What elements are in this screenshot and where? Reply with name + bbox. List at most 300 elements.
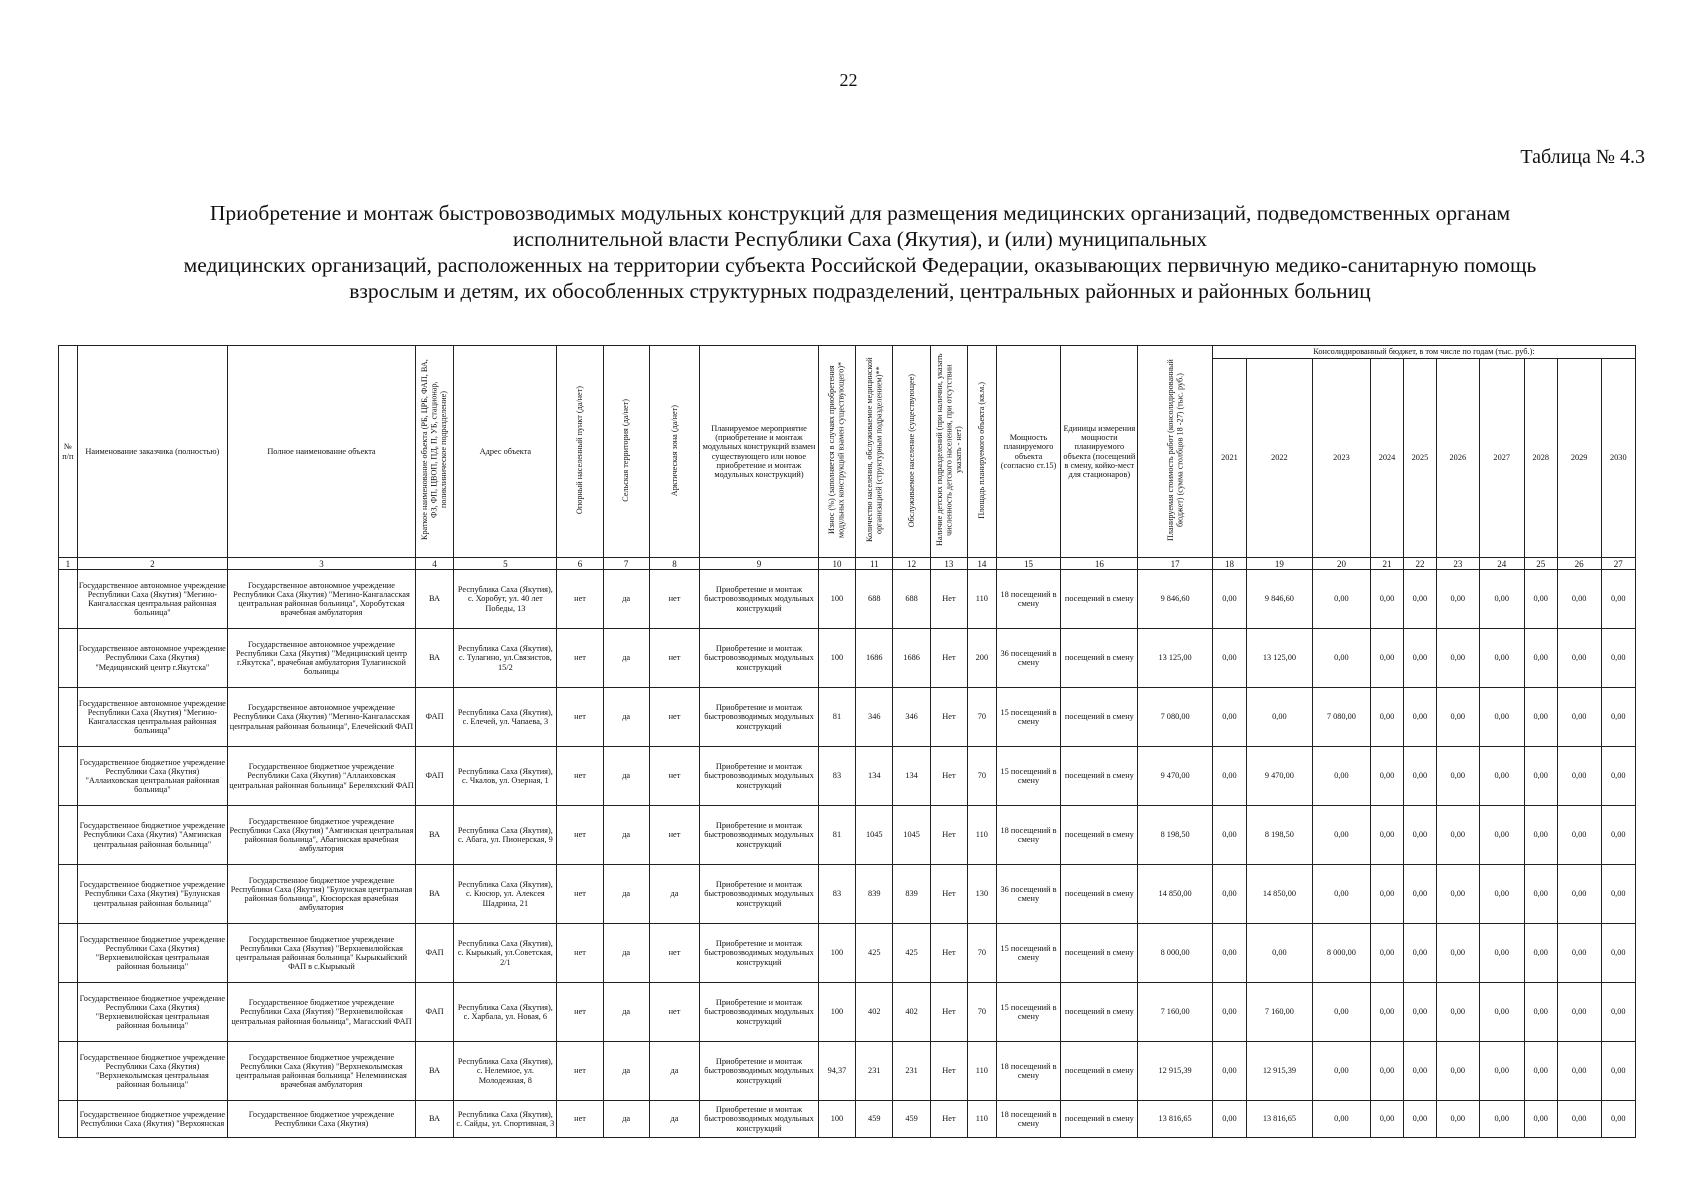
cell-population-existing: 402 — [893, 983, 930, 1042]
cell-capacity: 18 посещений в смену — [996, 1042, 1061, 1101]
cell-support-settlement: нет — [557, 865, 603, 924]
column-number: 6 — [557, 558, 603, 570]
cell-area: 70 — [968, 688, 997, 747]
cell-year-amount: 0,00 — [1557, 1042, 1601, 1101]
cell-address: Республика Саха (Якутия), с. Кырыкый, ул.Советская, 2/1 — [454, 924, 557, 983]
cell-year-amount: 0,00 — [1479, 924, 1524, 983]
cell-year-amount: 0,00 — [1312, 806, 1370, 865]
table-row — [59, 1042, 1636, 1101]
header-population-existing: Обслуживаемое население (существующее) — [893, 346, 930, 558]
cell-planned-cost: 12 915,39 — [1138, 1042, 1213, 1101]
cell-address: Республика Саха (Якутия), с. Харбала, ул. Новая, 6 — [454, 983, 557, 1042]
cell-address: Республика Саха (Якутия), с. Сайды, ул. Спортивная, 3 — [454, 1101, 557, 1138]
cell-capacity-unit: посещений в смену — [1061, 865, 1138, 924]
cell-year-amount: 0,00 — [1601, 570, 1635, 629]
cell-planned-measure: Приобретение и монтаж быстровозводимых модульных конструкций — [700, 629, 819, 688]
cell-year-amount: 0,00 — [1601, 1101, 1635, 1138]
cell-planned-measure: Приобретение и монтаж быстровозводимых модульных конструкций — [700, 924, 819, 983]
column-number: 25 — [1524, 558, 1557, 570]
cell-population: 231 — [856, 1042, 893, 1101]
cell-year-amount: 0,00 — [1557, 747, 1601, 806]
cell-year-amount: 0,00 — [1312, 1101, 1370, 1138]
cell-capacity: 15 посещений в смену — [996, 983, 1061, 1042]
cell-support-settlement: нет — [557, 688, 603, 747]
column-number: 22 — [1403, 558, 1436, 570]
cell-year-amount: 8 198,50 — [1246, 806, 1312, 865]
header-year: 2024 — [1371, 359, 1404, 558]
cell-address: Республика Саха (Якутия), с. Чкалов, ул. Озерная, 1 — [454, 747, 557, 806]
cell-year-amount: 0,00 — [1403, 806, 1436, 865]
column-number: 12 — [893, 558, 930, 570]
cell-year-amount: 0,00 — [1371, 747, 1404, 806]
cell-short-name: ВА — [415, 629, 453, 688]
column-number: 8 — [649, 558, 700, 570]
cell-year-amount: 0,00 — [1557, 570, 1601, 629]
cell-object-name: Государственное автономное учреждение Республики Саха (Якутия) "Медицинский центр г.Якутска", врачебная амбулатория Тулагинской больницы — [228, 629, 416, 688]
cell-rural-territory: да — [603, 747, 649, 806]
cell-year-amount: 0,00 — [1371, 688, 1404, 747]
cell-object-name: Государственное бюджетное учреждение Республики Саха (Якутия) "Верхнеколымская центральная районная больница" Нелемнинская врачебная амбулатория — [228, 1042, 416, 1101]
column-number: 26 — [1557, 558, 1601, 570]
cell-year-amount: 0,00 — [1479, 747, 1524, 806]
cell-area: 110 — [968, 1042, 997, 1101]
column-number: 27 — [1601, 558, 1635, 570]
cell-wear: 83 — [818, 865, 855, 924]
cell-year-amount: 0,00 — [1601, 865, 1635, 924]
cell-index — [59, 924, 78, 983]
cell-year-amount: 9 470,00 — [1246, 747, 1312, 806]
cell-area: 70 — [968, 924, 997, 983]
cell-year-amount: 0,00 — [1479, 865, 1524, 924]
cell-year-amount: 0,00 — [1479, 1101, 1524, 1138]
cell-planned-measure: Приобретение и монтаж быстровозводимых модульных конструкций — [700, 747, 819, 806]
cell-capacity-unit: посещений в смену — [1061, 747, 1138, 806]
cell-year-amount: 0,00 — [1246, 688, 1312, 747]
cell-capacity: 15 посещений в смену — [996, 924, 1061, 983]
cell-wear: 81 — [818, 806, 855, 865]
cell-year-amount: 0,00 — [1436, 688, 1479, 747]
column-number: 14 — [968, 558, 997, 570]
cell-customer: Государственное бюджетное учреждение Республики Саха (Якутия) "Верхнеколымская центральная районная больница" — [77, 1042, 227, 1101]
cell-support-settlement: нет — [557, 747, 603, 806]
cell-year-amount: 0,00 — [1524, 629, 1557, 688]
cell-area: 70 — [968, 983, 997, 1042]
column-number: 20 — [1312, 558, 1370, 570]
header-year: 2029 — [1557, 359, 1601, 558]
cell-year-amount: 0,00 — [1601, 1042, 1635, 1101]
table-heading — [80, 200, 1640, 304]
cell-short-name: ФАП — [415, 924, 453, 983]
header-year: 2023 — [1312, 359, 1370, 558]
cell-customer: Государственное бюджетное учреждение Республики Саха (Якутия) "Амгинская центральная районная больница" — [77, 806, 227, 865]
cell-year-amount: 0,00 — [1524, 806, 1557, 865]
header-rural-territory: Сельская территория (да/нет) — [603, 346, 649, 558]
cell-year-amount: 0,00 — [1479, 1042, 1524, 1101]
cell-customer: Государственное автономное учреждение Республики Саха (Якутия) "Медицинский центр г.Якутска" — [77, 629, 227, 688]
cell-year-amount: 0,00 — [1524, 983, 1557, 1042]
cell-customer: Государственное бюджетное учреждение Республики Саха (Якутия) "Верхневилюйская центральная районная больница" — [77, 924, 227, 983]
cell-area: 200 — [968, 629, 997, 688]
cell-year-amount: 0,00 — [1312, 1042, 1370, 1101]
cell-capacity: 18 посещений в смену — [996, 570, 1061, 629]
cell-year-amount: 0,00 — [1212, 865, 1246, 924]
cell-year-amount: 0,00 — [1601, 629, 1635, 688]
cell-planned-measure: Приобретение и монтаж быстровозводимых модульных конструкций — [700, 1042, 819, 1101]
cell-index — [59, 1101, 78, 1138]
cell-arctic-zone: да — [649, 1101, 700, 1138]
cell-year-amount: 0,00 — [1524, 570, 1557, 629]
header-short-name: Краткое наименование объекта (РБ, ЦРБ, ФАП, ВА, ФЗ, ФП, ЦВОП, ПД, П, УБ, стационар, поликлиническое подразделение) — [415, 346, 453, 558]
header-year: 2028 — [1524, 359, 1557, 558]
cell-year-amount: 0,00 — [1601, 688, 1635, 747]
cell-address: Республика Саха (Якутия), с. Кюсюр, ул. Алексея Шадрина, 21 — [454, 865, 557, 924]
cell-children-units: Нет — [930, 629, 967, 688]
cell-support-settlement: нет — [557, 570, 603, 629]
cell-object-name: Государственное бюджетное учреждение Республики Саха (Якутия) "Булунская центральная районная больница", Кюсюрская врачебная амбулатория — [228, 865, 416, 924]
cell-arctic-zone: нет — [649, 747, 700, 806]
cell-customer: Государственное бюджетное учреждение Республики Саха (Якутия) "Аллаиховская центральная районная больница" — [77, 747, 227, 806]
cell-year-amount: 0,00 — [1479, 629, 1524, 688]
cell-short-name: ВА — [415, 1042, 453, 1101]
column-number: 18 — [1212, 558, 1246, 570]
header-budget-group: Консолидированный бюджет, в том числе по годам (тыс. руб.): — [1212, 346, 1635, 359]
cell-year-amount: 0,00 — [1403, 1042, 1436, 1101]
cell-capacity: 36 посещений в смену — [996, 865, 1061, 924]
cell-capacity-unit: посещений в смену — [1061, 1042, 1138, 1101]
cell-index — [59, 1042, 78, 1101]
cell-year-amount: 0,00 — [1312, 629, 1370, 688]
cell-year-amount: 0,00 — [1524, 865, 1557, 924]
table-row — [59, 806, 1636, 865]
header-object-name: Полное наименование объекта — [228, 346, 416, 558]
cell-year-amount: 0,00 — [1479, 983, 1524, 1042]
cell-area: 70 — [968, 747, 997, 806]
column-number: 1 — [59, 558, 78, 570]
cell-customer: Государственное бюджетное учреждение Республики Саха (Якутия) "Верхневилюйская центральная районная больница" — [77, 983, 227, 1042]
cell-population: 402 — [856, 983, 893, 1042]
cell-address: Республика Саха (Якутия), с. Тулагино, ул.Связистов, 15/2 — [454, 629, 557, 688]
cell-wear: 100 — [818, 570, 855, 629]
cell-year-amount: 0,00 — [1524, 924, 1557, 983]
cell-short-name: ВА — [415, 570, 453, 629]
column-number: 3 — [228, 558, 416, 570]
cell-object-name: Государственное бюджетное учреждение Республики Саха (Якутия) "Верхневилюйская центральная районная больница", Магасский ФАП — [228, 983, 416, 1042]
cell-support-settlement: нет — [557, 1042, 603, 1101]
cell-year-amount: 0,00 — [1212, 747, 1246, 806]
cell-arctic-zone: нет — [649, 806, 700, 865]
cell-planned-measure: Приобретение и монтаж быстровозводимых модульных конструкций — [700, 865, 819, 924]
cell-population: 688 — [856, 570, 893, 629]
table-row — [59, 570, 1636, 629]
cell-year-amount: 0,00 — [1524, 1101, 1557, 1138]
cell-short-name: ФАП — [415, 983, 453, 1042]
cell-capacity-unit: посещений в смену — [1061, 688, 1138, 747]
cell-year-amount: 0,00 — [1312, 865, 1370, 924]
cell-rural-territory: да — [603, 924, 649, 983]
heading-line: взрослым и детям, их обособленных структурных подразделений, центральных районных и районных больниц — [349, 279, 1371, 303]
cell-year-amount: 12 915,39 — [1246, 1042, 1312, 1101]
cell-capacity: 18 посещений в смену — [996, 1101, 1061, 1138]
header-customer: Наименование заказчика (полностью) — [77, 346, 227, 558]
cell-short-name: ФАП — [415, 747, 453, 806]
cell-capacity-unit: посещений в смену — [1061, 1101, 1138, 1138]
cell-year-amount: 0,00 — [1436, 1101, 1479, 1138]
cell-short-name: ВА — [415, 865, 453, 924]
cell-year-amount: 0,00 — [1557, 629, 1601, 688]
header-capacity: Мощность планируемого объекта (согласно ст.15) — [996, 346, 1061, 558]
cell-year-amount: 0,00 — [1524, 747, 1557, 806]
cell-population: 1045 — [856, 806, 893, 865]
cell-planned-measure: Приобретение и монтаж быстровозводимых модульных конструкций — [700, 688, 819, 747]
page-number: 22 — [839, 70, 858, 90]
cell-year-amount: 0,00 — [1371, 1042, 1404, 1101]
cell-year-amount: 0,00 — [1403, 747, 1436, 806]
cell-capacity-unit: посещений в смену — [1061, 924, 1138, 983]
cell-year-amount: 0,00 — [1246, 924, 1312, 983]
cell-arctic-zone: да — [649, 865, 700, 924]
table-row — [59, 983, 1636, 1042]
cell-planned-cost: 8 198,50 — [1138, 806, 1213, 865]
column-number: 24 — [1479, 558, 1524, 570]
table-row — [59, 688, 1636, 747]
cell-year-amount: 0,00 — [1436, 865, 1479, 924]
cell-children-units: Нет — [930, 747, 967, 806]
cell-population: 459 — [856, 1101, 893, 1138]
cell-year-amount: 0,00 — [1371, 1101, 1404, 1138]
column-number: 7 — [603, 558, 649, 570]
cell-address: Республика Саха (Якутия), с. Абага, ул. Пионерская, 9 — [454, 806, 557, 865]
header-arctic-zone: Арктическая зона (да/нет) — [649, 346, 700, 558]
cell-population-existing: 134 — [893, 747, 930, 806]
cell-year-amount: 0,00 — [1524, 1042, 1557, 1101]
column-number: 9 — [700, 558, 819, 570]
header-year: 2030 — [1601, 359, 1635, 558]
cell-year-amount: 0,00 — [1436, 629, 1479, 688]
cell-planned-cost: 7 080,00 — [1138, 688, 1213, 747]
cell-object-name: Государственное автономное учреждение Республики Саха (Якутия) "Мегино-Кангаласская центральная районная больница", Елечейский ФАП — [228, 688, 416, 747]
cell-planned-measure: Приобретение и монтаж быстровозводимых модульных конструкций — [700, 983, 819, 1042]
cell-year-amount: 0,00 — [1436, 570, 1479, 629]
cell-capacity-unit: посещений в смену — [1061, 983, 1138, 1042]
cell-children-units: Нет — [930, 983, 967, 1042]
cell-area: 110 — [968, 806, 997, 865]
cell-planned-cost: 8 000,00 — [1138, 924, 1213, 983]
cell-capacity: 18 посещений в смену — [996, 806, 1061, 865]
cell-planned-measure: Приобретение и монтаж быстровозводимых модульных конструкций — [700, 1101, 819, 1138]
cell-year-amount: 0,00 — [1436, 1042, 1479, 1101]
column-number: 16 — [1061, 558, 1138, 570]
cell-wear: 100 — [818, 983, 855, 1042]
cell-year-amount: 0,00 — [1371, 865, 1404, 924]
cell-planned-measure: Приобретение и монтаж быстровозводимых модульных конструкций — [700, 570, 819, 629]
header-wear: Износ (%) (заполняется в случаях приобретения модульных конструкций взамен существующего)* — [818, 346, 855, 558]
header-population: Количество населения, обслуживаемое медицинской организацией (структурным подразделением)** — [856, 346, 893, 558]
cell-children-units: Нет — [930, 1042, 967, 1101]
cell-rural-territory: да — [603, 1101, 649, 1138]
cell-planned-cost: 14 850,00 — [1138, 865, 1213, 924]
cell-children-units: Нет — [930, 1101, 967, 1138]
header-capacity-unit: Единицы измерения мощности планируемого объекта (посещений в смену, койко-мест для стационаров) — [1061, 346, 1138, 558]
header-area: Площадь планируемого объекта (кв.м.) — [968, 346, 997, 558]
cell-wear: 100 — [818, 924, 855, 983]
heading-line: Приобретение и монтаж быстровозводимых модульных конструкций для размещения медицинских организаций, подведомственных органам — [209, 201, 1511, 225]
cell-population-existing: 688 — [893, 570, 930, 629]
cell-year-amount: 0,00 — [1436, 983, 1479, 1042]
table-row — [59, 747, 1636, 806]
column-number: 15 — [996, 558, 1061, 570]
cell-year-amount: 0,00 — [1557, 865, 1601, 924]
cell-children-units: Нет — [930, 806, 967, 865]
cell-year-amount: 0,00 — [1403, 570, 1436, 629]
cell-index — [59, 747, 78, 806]
cell-wear: 94,37 — [818, 1042, 855, 1101]
cell-year-amount: 0,00 — [1212, 806, 1246, 865]
cell-year-amount: 0,00 — [1312, 983, 1370, 1042]
cell-rural-territory: да — [603, 1042, 649, 1101]
cell-year-amount: 0,00 — [1212, 983, 1246, 1042]
cell-year-amount: 0,00 — [1312, 747, 1370, 806]
cell-year-amount: 0,00 — [1403, 865, 1436, 924]
cell-arctic-zone: нет — [649, 983, 700, 1042]
heading-line: медицинских организаций, расположенных на территории субъекта Российской Федерации, оказывающих первичную медико-санитарную помощь — [183, 253, 1537, 277]
cell-year-amount: 0,00 — [1557, 688, 1601, 747]
cell-population: 1686 — [856, 629, 893, 688]
heading-line: исполнительной власти Республики Саха (Якутия), и (или) муниципальных — [512, 227, 1208, 251]
cell-short-name: ФАП — [415, 688, 453, 747]
cell-area: 110 — [968, 570, 997, 629]
cell-year-amount: 0,00 — [1601, 806, 1635, 865]
cell-population-existing: 839 — [893, 865, 930, 924]
cell-planned-measure: Приобретение и монтаж быстровозводимых модульных конструкций — [700, 806, 819, 865]
cell-rural-territory: да — [603, 865, 649, 924]
cell-population-existing: 1045 — [893, 806, 930, 865]
cell-children-units: Нет — [930, 570, 967, 629]
cell-year-amount: 0,00 — [1436, 806, 1479, 865]
cell-year-amount: 0,00 — [1601, 983, 1635, 1042]
projects-table — [58, 345, 1636, 1138]
header-address: Адрес объекта — [454, 346, 557, 558]
cell-year-amount: 0,00 — [1403, 983, 1436, 1042]
column-number: 11 — [856, 558, 893, 570]
cell-year-amount: 0,00 — [1436, 924, 1479, 983]
cell-area: 130 — [968, 865, 997, 924]
cell-year-amount: 0,00 — [1371, 629, 1404, 688]
table-number: Таблица № 4.3 — [1520, 146, 1645, 168]
cell-planned-cost: 13 816,65 — [1138, 1101, 1213, 1138]
cell-year-amount: 0,00 — [1403, 924, 1436, 983]
cell-object-name: Государственное бюджетное учреждение Республики Саха (Якутия) — [228, 1101, 416, 1138]
cell-support-settlement: нет — [557, 629, 603, 688]
cell-year-amount: 0,00 — [1557, 924, 1601, 983]
header-year: 2025 — [1403, 359, 1436, 558]
cell-year-amount: 0,00 — [1403, 688, 1436, 747]
cell-arctic-zone: да — [649, 1042, 700, 1101]
column-number: 23 — [1436, 558, 1479, 570]
cell-object-name: Государственное автономное учреждение Республики Саха (Якутия) "Мегино-Кангаласская центральная районная больница", Хоробутская врачебная амбулатория — [228, 570, 416, 629]
cell-year-amount: 0,00 — [1403, 629, 1436, 688]
cell-capacity: 15 посещений в смену — [996, 688, 1061, 747]
cell-children-units: Нет — [930, 924, 967, 983]
cell-arctic-zone: нет — [649, 688, 700, 747]
cell-year-amount: 0,00 — [1436, 747, 1479, 806]
cell-rural-territory: да — [603, 983, 649, 1042]
cell-support-settlement: нет — [557, 806, 603, 865]
cell-address: Республика Саха (Якутия), с. Хоробут, ул. 40 лет Победы, 13 — [454, 570, 557, 629]
cell-year-amount: 0,00 — [1371, 983, 1404, 1042]
column-number: 10 — [818, 558, 855, 570]
header-support-settlement: Опорный населенный пункт (да/нет) — [557, 346, 603, 558]
cell-wear: 81 — [818, 688, 855, 747]
cell-year-amount: 0,00 — [1557, 806, 1601, 865]
cell-support-settlement: нет — [557, 983, 603, 1042]
cell-year-amount: 0,00 — [1371, 924, 1404, 983]
cell-wear: 83 — [818, 747, 855, 806]
cell-population: 839 — [856, 865, 893, 924]
cell-wear: 100 — [818, 1101, 855, 1138]
cell-year-amount: 0,00 — [1371, 570, 1404, 629]
cell-year-amount: 0,00 — [1557, 983, 1601, 1042]
column-number: 13 — [930, 558, 967, 570]
cell-year-amount: 0,00 — [1479, 688, 1524, 747]
cell-arctic-zone: нет — [649, 629, 700, 688]
cell-capacity-unit: посещений в смену — [1061, 806, 1138, 865]
cell-year-amount: 0,00 — [1479, 806, 1524, 865]
cell-customer: Государственное бюджетное учреждение Республики Саха (Якутия) "Верхоянская — [77, 1101, 227, 1138]
cell-year-amount: 9 846,60 — [1246, 570, 1312, 629]
cell-year-amount: 0,00 — [1601, 924, 1635, 983]
cell-short-name: ВА — [415, 1101, 453, 1138]
table-row — [59, 1101, 1636, 1138]
cell-population: 425 — [856, 924, 893, 983]
cell-customer: Государственное автономное учреждение Республики Саха (Якутия) "Мегино-Кангаласская центральная районная больница" — [77, 570, 227, 629]
cell-customer: Государственное автономное учреждение Республики Саха (Якутия) "Мегино-Кангаласская центральная районная больница" — [77, 688, 227, 747]
cell-rural-territory: да — [603, 570, 649, 629]
column-number: 2 — [77, 558, 227, 570]
cell-year-amount: 0,00 — [1212, 1042, 1246, 1101]
cell-year-amount: 0,00 — [1371, 806, 1404, 865]
column-number: 17 — [1138, 558, 1213, 570]
cell-population-existing: 1686 — [893, 629, 930, 688]
cell-year-amount: 0,00 — [1479, 570, 1524, 629]
cell-year-amount: 0,00 — [1557, 1101, 1601, 1138]
cell-population-existing: 459 — [893, 1101, 930, 1138]
column-number: 19 — [1246, 558, 1312, 570]
cell-planned-cost: 9 470,00 — [1138, 747, 1213, 806]
cell-year-amount: 0,00 — [1212, 629, 1246, 688]
cell-support-settlement: нет — [557, 1101, 603, 1138]
cell-support-settlement: нет — [557, 924, 603, 983]
cell-object-name: Государственное бюджетное учреждение Республики Саха (Якутия) "Верхневилюйская центральная районная больница" Кырыкыйский ФАП в с.Кырыкый — [228, 924, 416, 983]
cell-index — [59, 688, 78, 747]
cell-object-name: Государственное бюджетное учреждение Республики Саха (Якутия) "Аллаиховская центральная районная больница" Береляхский ФАП — [228, 747, 416, 806]
cell-population: 134 — [856, 747, 893, 806]
cell-rural-territory: да — [603, 629, 649, 688]
cell-year-amount: 0,00 — [1212, 924, 1246, 983]
column-number: 4 — [415, 558, 453, 570]
cell-year-amount: 0,00 — [1312, 570, 1370, 629]
cell-arctic-zone: нет — [649, 924, 700, 983]
cell-index — [59, 570, 78, 629]
cell-index — [59, 865, 78, 924]
table-row — [59, 865, 1636, 924]
cell-population-existing: 231 — [893, 1042, 930, 1101]
cell-short-name: ВА — [415, 806, 453, 865]
cell-population-existing: 425 — [893, 924, 930, 983]
column-number: 5 — [454, 558, 557, 570]
cell-capacity: 15 посещений в смену — [996, 747, 1061, 806]
cell-area: 110 — [968, 1101, 997, 1138]
cell-capacity: 36 посещений в смену — [996, 629, 1061, 688]
